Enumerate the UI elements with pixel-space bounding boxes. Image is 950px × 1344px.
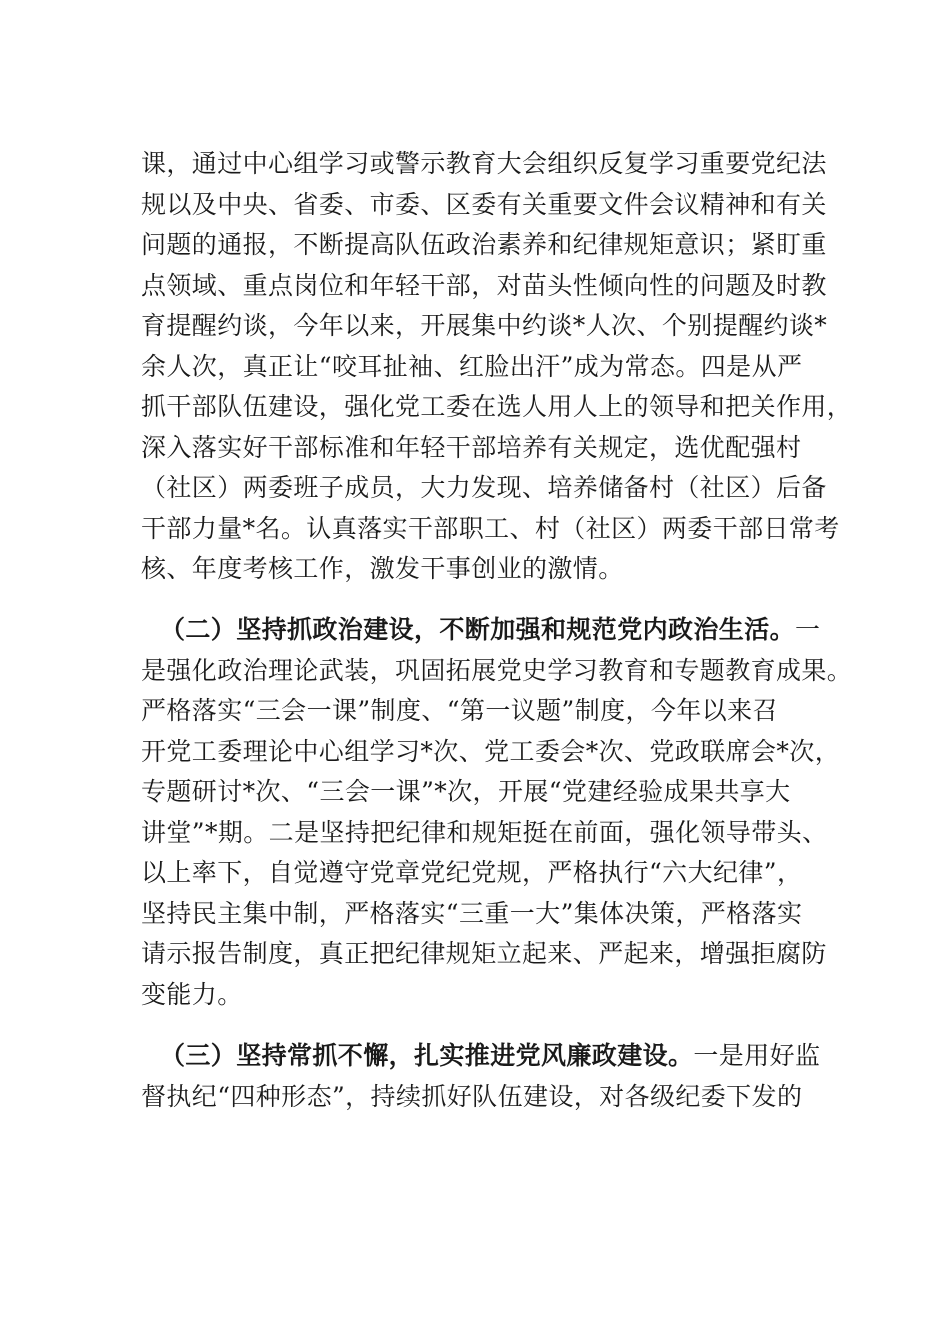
paragraph-line: （社区）两委班子成员，大力发现、培养储备村（社区）后备 <box>141 473 827 502</box>
paragraph-line: 点领域、重点岗位和年轻干部，对苗头性倾向性的问题及时教 <box>141 271 827 300</box>
paragraph-line: 督执纪“四种形态”，持续抓好队伍建设，对各级纪委下发的 <box>141 1082 803 1111</box>
paragraph-line: 余人次，真正让“咬耳扯袖、红脸出汗”成为常态。四是从严 <box>141 352 803 381</box>
section-2-title: （二）坚持抓政治建设，不断加强和规范党内政治生活。 <box>160 615 796 644</box>
section-2-heading-tail: 一 <box>795 615 821 644</box>
paragraph-line: 规以及中央、省委、市委、区委有关重要文件会议精神和有关 <box>141 190 827 219</box>
paragraph-line: 干部力量*名。认真落实干部职工、村（社区）两委干部日常考 <box>141 514 840 543</box>
section-heading-3 <box>160 1038 840 1074</box>
paragraph-line: 以上率下，自觉遵守党章党纪党规，严格执行“六大纪律”， <box>141 858 803 887</box>
section-3-title: （三）坚持常抓不懈，扎实推进党风廉政建设。 <box>160 1041 694 1070</box>
section-3-heading-tail: 一是用好监 <box>693 1041 821 1070</box>
paragraph-line: 育提醒约谈，今年以来，开展集中约谈*人次、个别提醒约谈* <box>141 311 828 340</box>
paragraph-line: 坚持民主集中制，严格落实“三重一大”集体决策，严格落实 <box>141 899 803 928</box>
paragraph-line: 问题的通报，不断提高队伍政治素养和纪律规矩意识；紧盯重 <box>141 230 827 259</box>
paragraph-line: 严格落实“三会一课”制度、“第一议题”制度，今年以来召 <box>141 696 778 725</box>
paragraph-line: 讲堂”*期。二是坚持把纪律和规矩挺在前面，强化领导带头、 <box>141 818 828 847</box>
paragraph-line: 变能力。 <box>141 980 243 1009</box>
paragraph-line: 深入落实好干部标准和年轻干部培养有关规定，选优配强村 <box>141 433 802 462</box>
paragraph-line: 抓干部队伍建设，强化党工委在选人用人上的领导和把关作用， <box>141 392 853 421</box>
paragraph-line: 请示报告制度，真正把纪律规矩立起来、严起来，增强拒腐防 <box>141 939 827 968</box>
paragraph-line: 专题研讨*次、“三会一课”*次，开展“党建经验成果共享大 <box>141 777 791 806</box>
paragraph-line: 核、年度考核工作，激发干事创业的激情。 <box>141 554 624 583</box>
paragraph-line: 课，通过中心组学习或警示教育大会组织反复学习重要党纪法 <box>141 149 827 178</box>
paragraph-line: 开党工委理论中心组学习*次、党工委会*次、党政联席会*次， <box>141 737 841 766</box>
paragraph-line: 是强化政治理论武装，巩固拓展党史学习教育和专题教育成果。 <box>141 656 853 685</box>
section-heading-2 <box>160 612 840 648</box>
